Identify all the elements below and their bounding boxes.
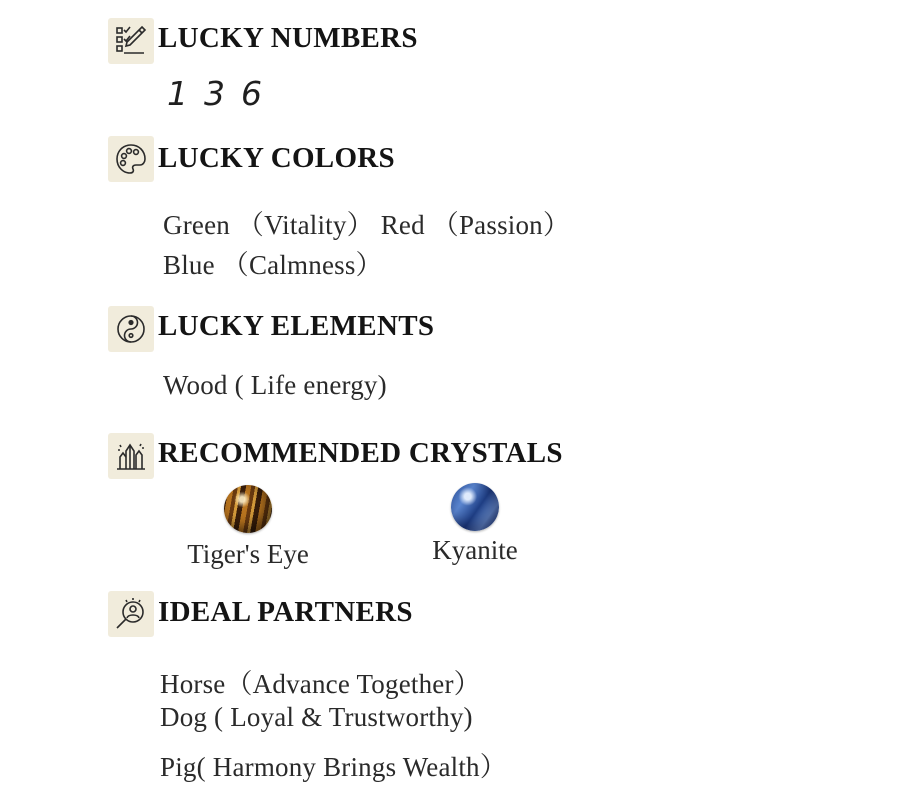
lucky-number: 1 <box>167 74 188 113</box>
checklist-pencil-icon <box>114 24 148 58</box>
crystals-heading: RECOMMENDED CRYSTALS <box>158 437 563 469</box>
tigers-eye-gem <box>224 485 272 533</box>
kyanite-gem <box>451 483 499 531</box>
crystal-name: Kyanite <box>432 535 518 565</box>
yin-yang-icon <box>114 312 148 346</box>
lucky-elements-line: Wood ( Life energy) <box>163 370 387 400</box>
partner-line: Pig( Harmony Brings Wealth） <box>160 752 507 782</box>
magnifier-people-icon <box>114 597 148 631</box>
crystal-item <box>385 483 565 566</box>
lucky-colors-line: Blue （Calmness） <box>163 250 383 280</box>
crystal-item <box>158 485 338 570</box>
crystal-name: Tiger's Eye <box>187 539 309 569</box>
lucky-numbers-icon-box <box>108 18 154 64</box>
partner-line: Horse（Advance Together） <box>160 669 481 699</box>
crystal-cluster-icon <box>114 439 148 473</box>
partners-icon-box <box>108 591 154 637</box>
lucky-numbers-heading: LUCKY NUMBERS <box>158 22 418 54</box>
partners-heading: IDEAL PARTNERS <box>158 596 413 628</box>
partner-line: Dog ( Loyal & Trustworthy) <box>160 702 473 732</box>
lucky-numbers-list <box>167 74 278 113</box>
lucky-number: 6 <box>241 74 262 113</box>
crystals-icon-box <box>108 433 154 479</box>
lucky-number: 3 <box>204 74 225 113</box>
lucky-elements-heading: LUCKY ELEMENTS <box>158 310 435 342</box>
lucky-elements-icon-box <box>108 306 154 352</box>
lucky-colors-heading: LUCKY COLORS <box>158 142 395 174</box>
lucky-colors-line: Green （Vitality） Red （Passion） <box>163 210 571 240</box>
lucky-colors-icon-box <box>108 136 154 182</box>
palette-icon <box>114 142 148 176</box>
